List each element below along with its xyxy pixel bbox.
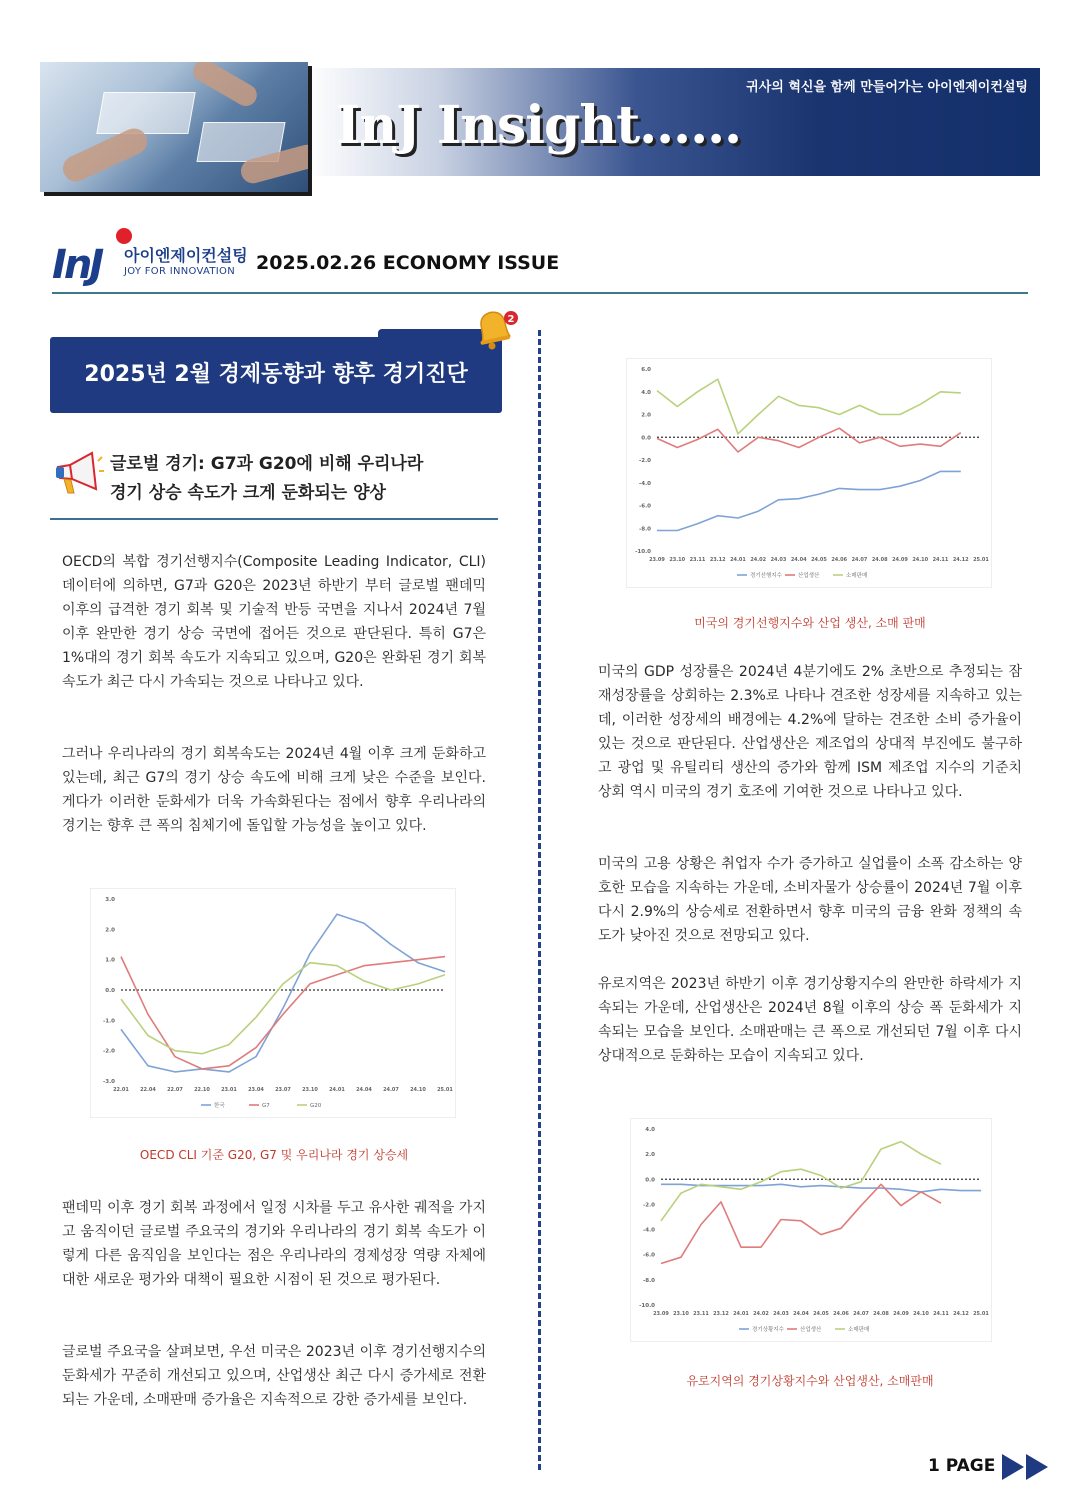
subtitle-underline [50, 518, 498, 520]
x-tick-label: 25.01 [437, 1087, 453, 1093]
x-tick-label: 24.12 [953, 1311, 969, 1317]
x-tick-label: 24.10 [913, 1311, 929, 1317]
x-tick-label: 24.01 [733, 1311, 749, 1317]
left-paragraph-4: 글로벌 주요국을 살펴보면, 우선 미국은 2023년 이후 경기선행지수의 둔화세가 꾸준히 개선되고 있으며, 산업생산 최근 다시 증가세로 전환되는 가운데, 소매판매 증가율은 지속적으로 강한 증가세를 보인다. [62, 1344, 486, 1408]
series-line-소매판매 [661, 1142, 941, 1221]
x-tick-label: 22.07 [167, 1087, 183, 1093]
section-subtitle [110, 450, 423, 508]
x-tick-label: 24.08 [871, 557, 888, 563]
x-tick-label: 24.07 [383, 1087, 399, 1093]
legend-label: 소매판매 [846, 573, 868, 579]
x-tick-label: 23.12 [713, 1311, 729, 1317]
x-tick-label: 24.01 [730, 557, 746, 563]
oecd-cli-chart [90, 888, 456, 1118]
euro-chart-caption: 유로지역의 경기상황지수와 산업생산, 소매판매 [686, 1374, 934, 1388]
x-tick-label: 24.04 [356, 1087, 372, 1093]
y-tick-label: 0.0 [105, 988, 115, 994]
left-paragraph-1: OECD의 복합 경기선행지수(Composite Leading Indicator, CLI) 데이터에 의하면, G7과 G20은 2023년 하반기 부터 글로벌 팬데믹 이후의 급격한 경기 회복 및 기술적 반등 국면을 지나서 2024년 7월 이후 완만한 경기 상승 국면에 접어든 것으로 판단된다. 특히 G7은 1%대의 경기 회복 속도가 지속되고 있으며, G20은 완화된 경기 회복 속도가 최근 다시 가속되는 것으로 나타나고 있다. [62, 554, 486, 690]
series-line-G7 [121, 957, 445, 1069]
legend-label: 경기상황지수 [752, 1327, 784, 1333]
x-tick-label: 25.01 [973, 557, 989, 563]
section-title: 2025년 2월 경제동향과 향후 경기진단 [84, 362, 468, 387]
x-tick-label: 23.11 [693, 1311, 709, 1317]
x-tick-label: 24.05 [813, 1311, 829, 1317]
business-meeting-photo [40, 62, 308, 192]
x-tick-label: 24.06 [833, 1311, 849, 1317]
x-tick-label: 23.11 [689, 557, 706, 563]
y-tick-label: -3.0 [102, 1079, 115, 1085]
us-indicators-chart [626, 358, 992, 588]
legend-label: G20 [310, 1103, 322, 1109]
logo-slogan: JOY FOR INNOVATION [124, 266, 235, 277]
x-tick-label: 24.03 [770, 557, 787, 563]
logo-company-name: 아이엔제이컨설팅 [124, 246, 248, 265]
x-tick-label: 24.09 [893, 1311, 909, 1317]
y-tick-label: -6.0 [638, 503, 651, 510]
y-tick-label: -10.0 [639, 1303, 655, 1309]
logo-red-dot [116, 228, 132, 244]
legend-label: 한국 [214, 1103, 225, 1109]
oecd-cli-chart-svg [91, 889, 455, 1117]
x-tick-label: 24.04 [793, 1311, 809, 1317]
brand-title: InJ Insight…… [336, 95, 742, 156]
y-tick-label: 2.0 [641, 412, 651, 419]
y-tick-label: 0.0 [641, 435, 651, 442]
x-tick-label: 23.01 [221, 1087, 237, 1093]
x-tick-label: 25.01 [973, 1311, 989, 1317]
x-tick-label: 24.10 [410, 1087, 426, 1093]
y-tick-label: -4.0 [638, 480, 651, 487]
inj-logo-mark: InJ [52, 242, 102, 288]
y-tick-label: -6.0 [642, 1252, 655, 1259]
y-tick-label: -2.0 [642, 1202, 655, 1209]
y-tick-label: 4.0 [645, 1127, 655, 1133]
right-paragraph-3: 유로지역은 2023년 하반기 이후 경기상황지수의 완만한 하락세가 지속되는 가운데, 산업생산은 2024년 8월 이후의 상승 폭 둔화세가 지속되는 모습을 보인다. 소매판매는 큰 폭으로 개선되던 7월 이후 다시 상대적으로 둔화하는 모습이 지속되고 있다. [598, 976, 1022, 1064]
header-divider [52, 292, 1028, 294]
x-tick-label: 24.02 [753, 1311, 769, 1317]
y-tick-label: -8.0 [642, 1277, 655, 1284]
y-tick-label: 3.0 [105, 897, 115, 903]
legend-label: 산업생산 [800, 1327, 822, 1333]
series-line-산업생산 [661, 1184, 941, 1263]
x-tick-label: 23.09 [653, 1311, 669, 1317]
bell-icon [470, 305, 518, 353]
y-tick-label: -8.0 [638, 526, 651, 533]
y-tick-label: -2.0 [638, 458, 651, 464]
y-tick-label: 1.0 [105, 957, 115, 964]
x-tick-label: 24.02 [750, 557, 767, 563]
issue-date: 2025.02.26 ECONOMY ISSUE [256, 252, 560, 274]
x-tick-label: 23.07 [275, 1087, 291, 1093]
y-tick-label: -4.0 [642, 1227, 655, 1234]
left-paragraph-3: 팬데믹 이후 경기 회복 과정에서 일정 시차를 두고 유사한 궤적을 가지고 움직이던 글로벌 주요국의 경기와 우리나라의 경기 회복 속도가 이렇게 다른 움직임을 보인다는 점은 우리나라의 경제성장 역량 자체에 대한 새로운 평가와 대책이 필요한 시점이 된 것으로 평가된다. [62, 1200, 486, 1288]
right-paragraph-2: 미국의 고용 상황은 취업자 수가 증가하고 실업률이 소폭 감소하는 양호한 모습을 지속하는 가운데, 소비자물가 상승률이 2024년 7월 이후 다시 2.9%의 상승세로 전환하면서 향후 미국의 금융 완화 정책의 속도가 낮아진 것으로 전망되고 있다. [598, 856, 1022, 944]
x-tick-label: 24.09 [892, 557, 908, 563]
x-tick-label: 23.09 [649, 557, 665, 563]
left-paragraph-2: 그러나 우리나라의 경기 회복속도는 2024년 4월 이후 크게 둔화하고 있는데, 최근 G7의 경기 상승 속도에 비해 크게 낮은 수준을 보인다. 게다가 이러한 둔화세가 더욱 가속화된다는 점에서 향후 우리나라의 경기는 향후 큰 폭의 침체기에 돌입할 가능성을 높이고 있다. [62, 746, 486, 834]
legend-label: 산업생산 [798, 573, 820, 579]
x-tick-label: 23.10 [673, 1311, 689, 1317]
x-tick-label: 24.10 [912, 557, 929, 563]
next-page-arrow-icon[interactable] [1002, 1452, 1054, 1482]
subtitle-line-1: 글로벌 경기: G7과 G20에 비해 우리나라 [110, 454, 424, 474]
legend-label: G7 [262, 1103, 270, 1109]
y-tick-label: 2.0 [105, 927, 115, 934]
x-tick-label: 22.10 [194, 1087, 210, 1093]
y-tick-label: -1.0 [102, 1018, 115, 1025]
x-tick-label: 24.11 [932, 557, 949, 563]
subtitle-line-2: 경기 상승 속도가 크게 둔화되는 양상 [110, 483, 386, 503]
x-tick-label: 23.12 [709, 557, 726, 563]
legend-label: 경기선행지수 [750, 573, 782, 579]
x-tick-label: 24.07 [853, 1311, 869, 1317]
series-line-산업생산 [657, 428, 961, 452]
y-tick-label: 4.0 [641, 389, 651, 396]
x-tick-label: 24.12 [952, 557, 969, 563]
x-tick-label: 23.10 [669, 557, 686, 563]
x-tick-label: 23.04 [248, 1087, 264, 1093]
euro-indicators-chart-svg [631, 1119, 991, 1341]
series-line-경기선행지수 [657, 471, 961, 530]
x-tick-label: 22.01 [113, 1087, 129, 1093]
x-tick-label: 24.04 [790, 557, 807, 563]
x-tick-label: 24.08 [873, 1311, 889, 1317]
x-tick-label: 24.11 [933, 1311, 949, 1317]
y-tick-label: -2.0 [102, 1048, 115, 1055]
euro-indicators-chart [630, 1118, 992, 1342]
x-tick-label: 24.01 [329, 1087, 345, 1093]
x-tick-label: 24.05 [811, 557, 827, 563]
right-paragraph-1: 미국의 GDP 성장률은 2024년 4분기에도 2% 초반으로 추정되는 잠재성장률을 상회하는 2.3%로 나타나 견조한 성장세를 지속하고 있는데, 이러한 성장세의 배경에는 4.2%에 달하는 견조한 소비 증가율이 있는 것으로 판단된다. 산업생산은 제조업의 상대적 부진에도 불구하고 광업 및 유틸리티 생산의 증가와 함께 ISM 제조업 지수의 기준치 상회 역시 미국의 경기 호조에 기여한 것으로 나타나고 있다. [598, 664, 1022, 800]
megaphone-icon [52, 447, 104, 499]
x-tick-label: 24.06 [831, 557, 848, 563]
series-line-소매판매 [657, 379, 961, 434]
y-tick-label: 0.0 [645, 1177, 655, 1184]
page-number: 1 PAGE [928, 1456, 996, 1476]
y-tick-label: 2.0 [645, 1152, 655, 1159]
header-tagline: 귀사의 혁신을 함께 만들어가는 아이엔제이컨설팅 [746, 80, 1028, 95]
oecd-chart-caption: OECD CLI 기준 G20, G7 및 우리나라 경기 상승세 [139, 1148, 409, 1162]
column-divider [538, 330, 541, 1470]
legend-label: 소매판매 [848, 1327, 870, 1333]
y-tick-label: -10.0 [635, 549, 651, 555]
us-indicators-chart-svg [627, 359, 991, 587]
bell-badge: 2 [507, 314, 515, 325]
x-tick-label: 24.03 [773, 1311, 789, 1317]
x-tick-label: 23.10 [302, 1087, 318, 1093]
x-tick-label: 24.07 [851, 557, 868, 563]
y-tick-label: 6.0 [641, 367, 651, 373]
x-tick-label: 22.04 [140, 1087, 156, 1093]
us-chart-caption: 미국의 경기선행지수와 산업 생산, 소매 판매 [694, 616, 926, 630]
